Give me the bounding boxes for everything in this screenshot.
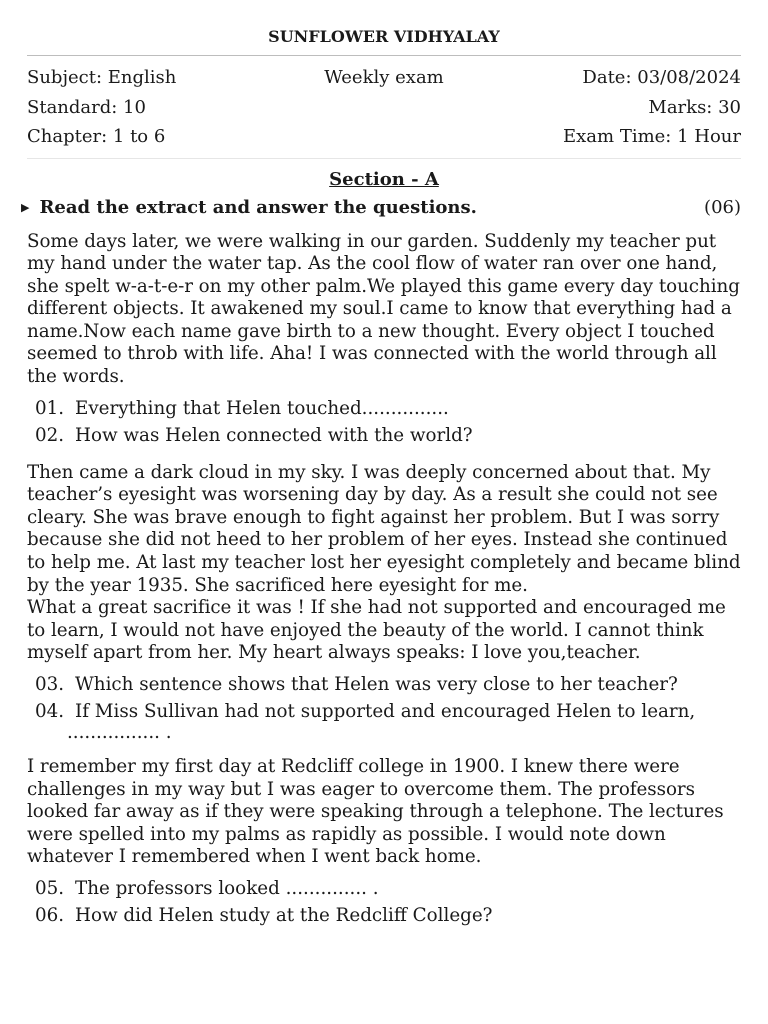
passage-text bbox=[27, 231, 741, 389]
passage-paragraph: I remember my first day at Redcliff college in 1900. I knew there were challenges in my way but I was eager to overcome them. The professors looked far away as if they were speaking through a telephone. The lectures were spelled into my palms as rapidly as possible. I would note down whatever I remembered when I went back home. bbox=[27, 756, 724, 868]
exam-type-label: Weekly exam bbox=[324, 67, 444, 88]
date-label: Date: 03/08/2024 bbox=[582, 67, 741, 88]
question-list bbox=[27, 671, 741, 744]
question-number: 04. bbox=[35, 701, 65, 722]
question-text: The professors looked .............. . bbox=[75, 877, 379, 899]
question-number: 06. bbox=[35, 904, 65, 926]
question-list bbox=[27, 875, 741, 929]
question-number: 05. bbox=[35, 877, 65, 899]
question-item bbox=[27, 875, 741, 902]
question-item bbox=[27, 902, 741, 929]
question-item bbox=[27, 422, 741, 449]
question-item bbox=[27, 395, 741, 422]
meta-row-3 bbox=[27, 122, 741, 152]
meta-divider bbox=[27, 158, 741, 159]
question-number: 03. bbox=[35, 674, 65, 695]
question-item bbox=[27, 698, 741, 725]
question-text: How did Helen study at the Redcliff College? bbox=[75, 904, 493, 926]
question-text: If Miss Sullivan had not supported and encouraged Helen to learn, bbox=[75, 701, 696, 722]
exam-meta bbox=[27, 56, 741, 158]
school-name: SUNFLOWER VIDHYALAY bbox=[268, 27, 500, 46]
chapter-label: Chapter: 1 to 6 bbox=[27, 126, 166, 147]
passage-text bbox=[27, 756, 741, 869]
question-list bbox=[27, 395, 741, 449]
question-number: 02. bbox=[35, 424, 65, 446]
question-number: 01. bbox=[35, 397, 65, 419]
question-text: How was Helen connected with the world? bbox=[75, 424, 473, 446]
passage-paragraph: Some days later, we were walking in our garden. Suddenly my teacher put my hand under the water tap. As the cool flow of water ran over one hand, she spelt w-a-t-e-r on my other palm.We played this game every day touching different objects. It awakened my soul.I came to know that everything had a name.Now each name gave birth to a new thought. Every object I touched seemed to throb with life. Aha! I was connected with the world through all the words. bbox=[27, 230, 740, 388]
question-item bbox=[27, 671, 741, 698]
instruction-marks: (06) bbox=[704, 196, 741, 218]
question-text: Everything that Helen touched............... bbox=[75, 397, 449, 419]
passage-paragraph: Then came a dark cloud in my sky. I was deeply concerned about that. My teacher’s eyesight was worsening day by day. As a result she could not see cleary. She was brave enough to fight against her problem. But I was sorry because she did not heed to her problem of her eyes. Instead she continued to help me. At last my teacher lost her eyesight completely and became blind by the year 1935. She sacrificed here eyesight for me. bbox=[27, 461, 741, 596]
passage-text bbox=[27, 462, 741, 665]
question-text: Which sentence shows that Helen was very close to her teacher? bbox=[75, 674, 678, 695]
marks-label: Marks: 30 bbox=[648, 96, 741, 118]
answer-blank: ................ . bbox=[67, 722, 172, 743]
exam-time-label: Exam Time: 1 Hour bbox=[563, 126, 741, 147]
passage-block-1 bbox=[27, 231, 741, 449]
section-title: Section - A bbox=[329, 168, 439, 190]
meta-row-2 bbox=[27, 93, 741, 123]
triangle-bullet-icon: ▶ bbox=[21, 200, 30, 214]
standard-label: Standard: 10 bbox=[27, 96, 146, 118]
passage-block-2 bbox=[27, 462, 741, 744]
passage-paragraph: What a great sacrifice it was ! If she had not supported and encouraged me to learn, I would not have enjoyed the beauty of the world. I cannot think myself apart from her. My heart always speaks: I love you,teacher. bbox=[27, 597, 726, 664]
subject-label: Subject: English bbox=[27, 67, 177, 88]
meta-row-1 bbox=[27, 63, 741, 93]
question-continuation bbox=[27, 722, 741, 744]
passage-block-3 bbox=[27, 756, 741, 929]
instruction-text: Read the extract and answer the questions. bbox=[39, 196, 477, 218]
section-instruction bbox=[21, 193, 741, 223]
